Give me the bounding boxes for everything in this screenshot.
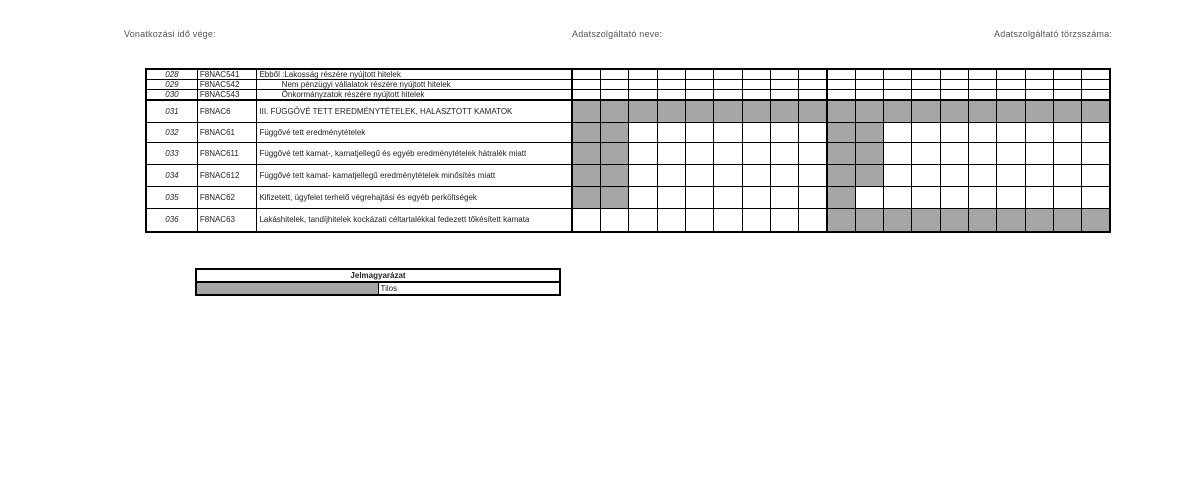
input-cell[interactable] [686,90,714,101]
input-cell[interactable] [742,122,770,142]
forbidden-cell [1053,100,1081,122]
forbidden-cell [572,164,600,186]
input-cell[interactable] [1082,90,1110,101]
input-cell[interactable] [940,142,968,164]
input-cell[interactable] [940,186,968,208]
input-cell[interactable] [799,208,827,232]
input-cell[interactable] [1025,142,1053,164]
row-id: F8NAC542 [197,80,257,90]
row-code: 030 [146,90,197,101]
forbidden-cell [940,208,968,232]
forbidden-cell [601,142,629,164]
input-cell[interactable] [1082,164,1110,186]
forbidden-cell [855,100,883,122]
input-cell[interactable] [1053,164,1081,186]
row-code: 036 [146,208,197,232]
row-id: F8NAC6 [197,100,257,122]
input-cell[interactable] [940,69,968,80]
input-cell[interactable] [686,142,714,164]
row-code: 033 [146,142,197,164]
forbidden-cell [827,122,855,142]
input-cell[interactable] [940,80,968,90]
input-cell[interactable] [770,122,798,142]
forbidden-cell [572,122,600,142]
input-cell[interactable] [629,69,657,80]
forbidden-cell [1082,100,1110,122]
forbidden-cell [912,100,940,122]
provider-name-label: Adatszolgáltató neve: [572,29,663,39]
input-cell[interactable] [1053,122,1081,142]
table-row [146,186,1110,208]
input-cell[interactable] [799,142,827,164]
input-cell[interactable] [601,90,629,101]
forbidden-cell [572,100,600,122]
input-cell[interactable] [912,80,940,90]
input-cell[interactable] [686,208,714,232]
input-cell[interactable] [572,69,600,80]
forbidden-cell [1025,100,1053,122]
legend-item-label: Tilos [378,282,560,295]
forbidden-cell [572,186,600,208]
input-cell[interactable] [714,90,742,101]
forbidden-cell [601,122,629,142]
table-row [146,142,1110,164]
input-cell[interactable] [742,186,770,208]
input-cell[interactable] [1053,186,1081,208]
row-description: Kifizetett, ügyfelet terhelő végrehajtási és egyéb perköltségek [257,186,572,208]
input-cell[interactable] [968,142,996,164]
input-cell[interactable] [657,164,685,186]
input-cell[interactable] [657,69,685,80]
table-row [146,90,1110,101]
forbidden-cell [799,100,827,122]
input-cell[interactable] [714,186,742,208]
row-code: 029 [146,80,197,90]
input-cell[interactable] [742,90,770,101]
input-cell[interactable] [1082,142,1110,164]
table-row [146,208,1110,232]
input-cell[interactable] [968,80,996,90]
input-cell[interactable] [601,208,629,232]
input-cell[interactable] [742,164,770,186]
forbidden-cell [827,100,855,122]
input-cell[interactable] [714,69,742,80]
row-description: Függővé tett eredménytételek [257,122,572,142]
input-cell[interactable] [770,186,798,208]
forbidden-cell [657,100,685,122]
input-cell[interactable] [968,164,996,186]
row-description: Nem pénzügyi vállalatok részére nyújtott hitelek [257,80,572,90]
input-cell[interactable] [884,164,912,186]
input-cell[interactable] [1082,80,1110,90]
forbidden-cell [997,100,1025,122]
input-cell[interactable] [629,208,657,232]
input-cell[interactable] [1082,69,1110,80]
input-cell[interactable] [770,90,798,101]
input-cell[interactable] [1025,90,1053,101]
input-cell[interactable] [742,142,770,164]
input-cell[interactable] [1025,122,1053,142]
input-cell[interactable] [799,80,827,90]
input-cell[interactable] [912,90,940,101]
input-cell[interactable] [997,69,1025,80]
input-cell[interactable] [968,186,996,208]
input-cell[interactable] [714,208,742,232]
input-cell[interactable] [912,164,940,186]
forbidden-cell [601,164,629,186]
row-id: F8NAC63 [197,208,257,232]
input-cell[interactable] [572,80,600,90]
forbidden-cell [629,100,657,122]
row-code: 031 [146,100,197,122]
input-cell[interactable] [997,122,1025,142]
input-cell[interactable] [1025,164,1053,186]
input-cell[interactable] [629,90,657,101]
forbidden-cell [855,208,883,232]
table-row [146,100,1110,122]
input-cell[interactable] [629,164,657,186]
forbidden-cell [855,164,883,186]
input-cell[interactable] [1025,80,1053,90]
input-cell[interactable] [686,69,714,80]
forbidden-cell [601,100,629,122]
row-code: 035 [146,186,197,208]
input-cell[interactable] [1053,69,1081,80]
forbidden-cell [572,142,600,164]
input-cell[interactable] [912,69,940,80]
input-cell[interactable] [968,69,996,80]
input-cell[interactable] [657,186,685,208]
forbidden-cell [714,100,742,122]
input-cell[interactable] [770,69,798,80]
input-cell[interactable] [657,122,685,142]
input-cell[interactable] [940,164,968,186]
input-cell[interactable] [657,90,685,101]
forbidden-cell [855,142,883,164]
input-cell[interactable] [799,186,827,208]
input-cell[interactable] [770,164,798,186]
input-cell[interactable] [686,164,714,186]
input-cell[interactable] [629,142,657,164]
input-cell[interactable] [657,208,685,232]
input-cell[interactable] [714,164,742,186]
input-cell[interactable] [968,122,996,142]
input-cell[interactable] [601,80,629,90]
input-cell[interactable] [912,186,940,208]
forbidden-cell [827,186,855,208]
input-cell[interactable] [855,69,883,80]
row-description: Függővé tett kamat- kamatjellegű eredménytételek minősítés miatt [257,164,572,186]
input-cell[interactable] [770,142,798,164]
forbidden-cell [968,100,996,122]
input-cell[interactable] [686,122,714,142]
row-id: F8NAC611 [197,142,257,164]
input-cell[interactable] [799,164,827,186]
forbidden-cell [912,208,940,232]
input-cell[interactable] [1053,80,1081,90]
input-cell[interactable] [884,69,912,80]
input-cell[interactable] [1053,90,1081,101]
row-code: 032 [146,122,197,142]
input-cell[interactable] [827,90,855,101]
input-cell[interactable] [601,69,629,80]
forbidden-cell [827,142,855,164]
input-cell[interactable] [742,80,770,90]
input-cell[interactable] [884,122,912,142]
input-cell[interactable] [912,142,940,164]
row-description: Ebből :Lakosság részére nyújtott hitelek [257,69,572,80]
input-cell[interactable] [686,80,714,90]
forbidden-cell [827,208,855,232]
input-cell[interactable] [799,122,827,142]
input-cell[interactable] [827,80,855,90]
input-cell[interactable] [714,142,742,164]
input-cell[interactable] [1025,186,1053,208]
input-cell[interactable] [855,80,883,90]
table-row [146,69,1110,80]
forbidden-cell [601,186,629,208]
legend-table [195,268,561,296]
legend-title: Jelmagyarázat [196,269,560,282]
input-cell[interactable] [714,80,742,90]
input-cell[interactable] [770,80,798,90]
row-id: F8NAC541 [197,69,257,80]
input-cell[interactable] [1025,69,1053,80]
table-row [146,164,1110,186]
input-cell[interactable] [997,80,1025,90]
input-cell[interactable] [629,80,657,90]
input-cell[interactable] [657,142,685,164]
input-cell[interactable] [742,208,770,232]
input-cell[interactable] [742,69,770,80]
table-row [146,80,1110,90]
forbidden-cell [884,208,912,232]
input-cell[interactable] [572,90,600,101]
forbidden-cell [1053,208,1081,232]
input-cell[interactable] [629,186,657,208]
row-code: 028 [146,69,197,80]
table-row [146,122,1110,142]
row-id: F8NAC61 [197,122,257,142]
forbidden-cell [997,208,1025,232]
forbidden-cell [1082,208,1110,232]
forbidden-cell [968,208,996,232]
input-cell[interactable] [572,208,600,232]
row-id: F8NAC543 [197,90,257,101]
row-id: F8NAC62 [197,186,257,208]
input-cell[interactable] [855,186,883,208]
provider-registry-number-label: Adatszolgáltató törzsszáma: [994,29,1112,39]
input-cell[interactable] [940,90,968,101]
forbidden-cell [770,100,798,122]
forbidden-cell [1025,208,1053,232]
row-code: 034 [146,164,197,186]
forbidden-cell [827,164,855,186]
forbidden-cell [742,100,770,122]
input-cell[interactable] [884,142,912,164]
input-cell[interactable] [714,122,742,142]
input-cell[interactable] [855,90,883,101]
forbidden-cell [940,100,968,122]
input-cell[interactable] [884,90,912,101]
input-cell[interactable] [629,122,657,142]
input-cell[interactable] [770,208,798,232]
period-end-label: Vonatkozási idő vége: [124,29,216,39]
input-cell[interactable] [799,90,827,101]
input-cell[interactable] [968,90,996,101]
input-cell[interactable] [799,69,827,80]
input-cell[interactable] [997,186,1025,208]
row-id: F8NAC612 [197,164,257,186]
input-cell[interactable] [657,80,685,90]
input-cell[interactable] [997,90,1025,101]
input-cell[interactable] [997,164,1025,186]
forbidden-cell [855,122,883,142]
report-table [145,68,1111,233]
input-cell[interactable] [827,69,855,80]
input-cell[interactable] [912,122,940,142]
input-cell[interactable] [997,142,1025,164]
row-description: Önkormányzatok részére nyújtott hitelek [257,90,572,101]
legend-swatch [196,282,378,295]
row-description: Lakáshitelek, tandíjhitelek kockázati céltartalékkal fedezett tőkésített kamata [257,208,572,232]
forbidden-cell [884,100,912,122]
input-cell[interactable] [686,186,714,208]
row-description: Függővé tett kamat-, kamatjellegű és egyéb eredménytételek hátralék miatt [257,142,572,164]
input-cell[interactable] [940,122,968,142]
row-description: III. FÜGGŐVÉ TETT EREDMÉNYTÉTELEK, HALASZTOTT KAMATOK [257,100,572,122]
forbidden-cell [686,100,714,122]
input-cell[interactable] [1053,142,1081,164]
input-cell[interactable] [1082,122,1110,142]
input-cell[interactable] [1082,186,1110,208]
input-cell[interactable] [884,186,912,208]
input-cell[interactable] [884,80,912,90]
